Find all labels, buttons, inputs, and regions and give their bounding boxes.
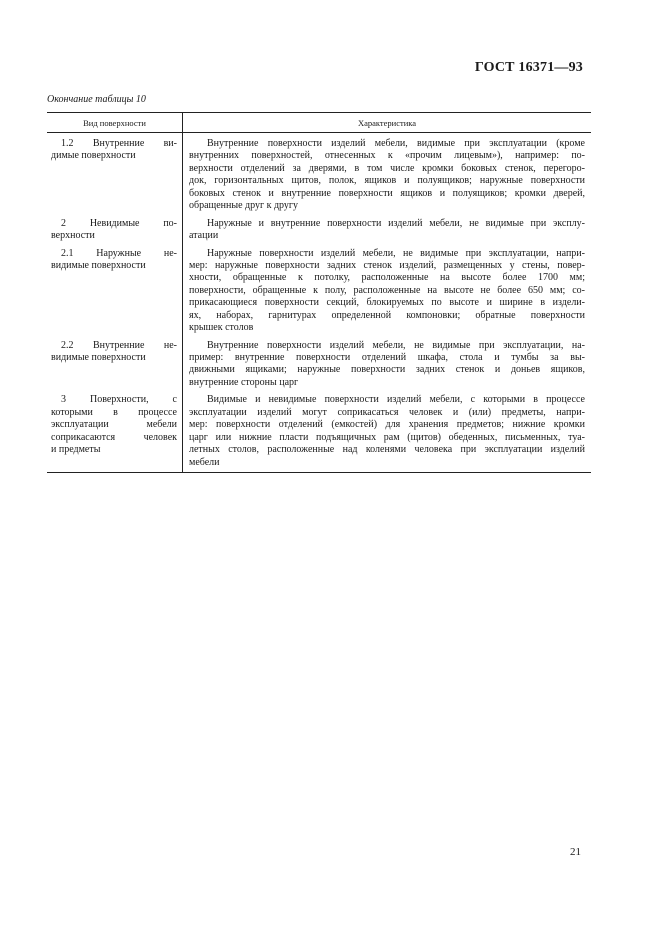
column-header-characteristic: Характеристика (183, 113, 592, 133)
table-row (47, 243, 591, 335)
table-row (47, 213, 591, 243)
document-code: ГОСТ 16371—93 (474, 60, 583, 75)
table-row (47, 133, 591, 213)
text-line: Наружные и внутренние поверхности изделий мебели, не видимые при эксплу- (207, 217, 585, 229)
text-line: видимые поверхности (51, 259, 146, 271)
text-line: верхности (51, 230, 95, 242)
text-line: соприкасаются человек (51, 431, 177, 443)
characteristic-cell (183, 335, 592, 390)
text-line: внутренних поверхностей, отнесенных к «прочим лицевым»), например: по- (189, 150, 585, 162)
text-line: 2.2 Внутренние не- (61, 339, 177, 351)
text-line: 2.1 Наружные не- (61, 247, 177, 259)
surface-type-cell (47, 133, 183, 213)
text-line: обращенные друг к другу (189, 200, 298, 212)
text-line: верхности отделений за дверями, в том числе кромки боковых стенок, перегоро- (189, 162, 585, 174)
text-line: боковых стенок и внутренние поверхности ящиков и полуящиков; кромки дверей, (189, 187, 585, 199)
text-line: 2 Невидимые по- (61, 217, 177, 229)
text-line: эксплуатации изделий могут соприкасаться человек и (или) предметы, напри- (189, 406, 585, 418)
surface-type-cell (47, 389, 183, 472)
characteristic-cell (183, 389, 592, 472)
table-row (47, 389, 591, 472)
text-line: видимые поверхности (51, 352, 146, 363)
text-line: и предметы (51, 444, 101, 456)
characteristic-cell (183, 213, 592, 243)
text-line: Внутренние поверхности изделий мебели, видимые при эксплуатации (кроме (207, 138, 585, 149)
text-line: летных столов, расположенные над коленями человека при эксплуатации изделий (189, 444, 585, 456)
page-number: 21 (570, 846, 581, 858)
text-line: внутренние стороны царг (189, 376, 299, 388)
surface-type-cell (47, 335, 183, 390)
text-line: ях, наборах, гарнитурах определенной компоновки; обратные поверхности (189, 309, 585, 321)
text-line: крышек столов (189, 322, 254, 334)
surface-type-cell (47, 213, 183, 243)
text-line: док, горизонтальных щитов, полок, ящиков и полуящиков; наружные поверхности (189, 175, 585, 187)
text-line: Наружные поверхности изделий мебели, не видимые при эксплуатации, напри- (207, 247, 585, 259)
table-row (47, 335, 591, 390)
text-line: мер: поверхности отделений (емкостей) для хранения предметов; нижние кромки (189, 419, 585, 431)
text-line: пример: внутренние поверхности отделений шкафа, стола и тумбы за вы- (189, 352, 585, 363)
surface-type-cell (47, 243, 183, 335)
text-line: движными ящиками; наружные поверхности задних стенок и доньев ящиков, (189, 364, 585, 376)
text-line: 1.2 Внутренние ви- (61, 138, 177, 149)
text-line: которыми в процессе (51, 406, 177, 418)
characteristic-cell (183, 133, 592, 213)
text-line: мебели (189, 456, 220, 468)
text-line: атации (189, 230, 219, 242)
text-line: прикасающиеся поверхности секций, блокируемых по высоте и ширине в издели- (189, 297, 585, 309)
text-line: димые поверхности (51, 150, 136, 162)
text-line: 3 Поверхности, с (61, 394, 177, 406)
text-line: мер: наружные поверхности задних стенок изделий, размещенных у стены, повер- (189, 259, 585, 271)
table-header-row (47, 113, 591, 133)
text-line: Видимые и невидимые поверхности изделий мебели, с которыми в процессе (207, 394, 585, 406)
text-line: царг или нижние пласти подъящичных рам (щитов) обеденных, письменных, туа- (189, 431, 585, 443)
characteristic-cell (183, 243, 592, 335)
text-line: поверхности, обращенные к полу, расположенные на высоте не более 650 мм; со- (189, 284, 585, 296)
text-line: хности, обращенные к потолку, расположенные на высоте более 1700 мм; (189, 272, 585, 284)
table-caption: Окончание таблицы 10 (47, 94, 146, 105)
text-line: Внутренние поверхности изделий мебели, не видимые при эксплуатации, на- (207, 339, 585, 351)
column-header-surface-type: Вид поверхности (47, 113, 183, 133)
surface-table (47, 112, 591, 473)
text-line: эксплуатации мебели (51, 419, 177, 431)
